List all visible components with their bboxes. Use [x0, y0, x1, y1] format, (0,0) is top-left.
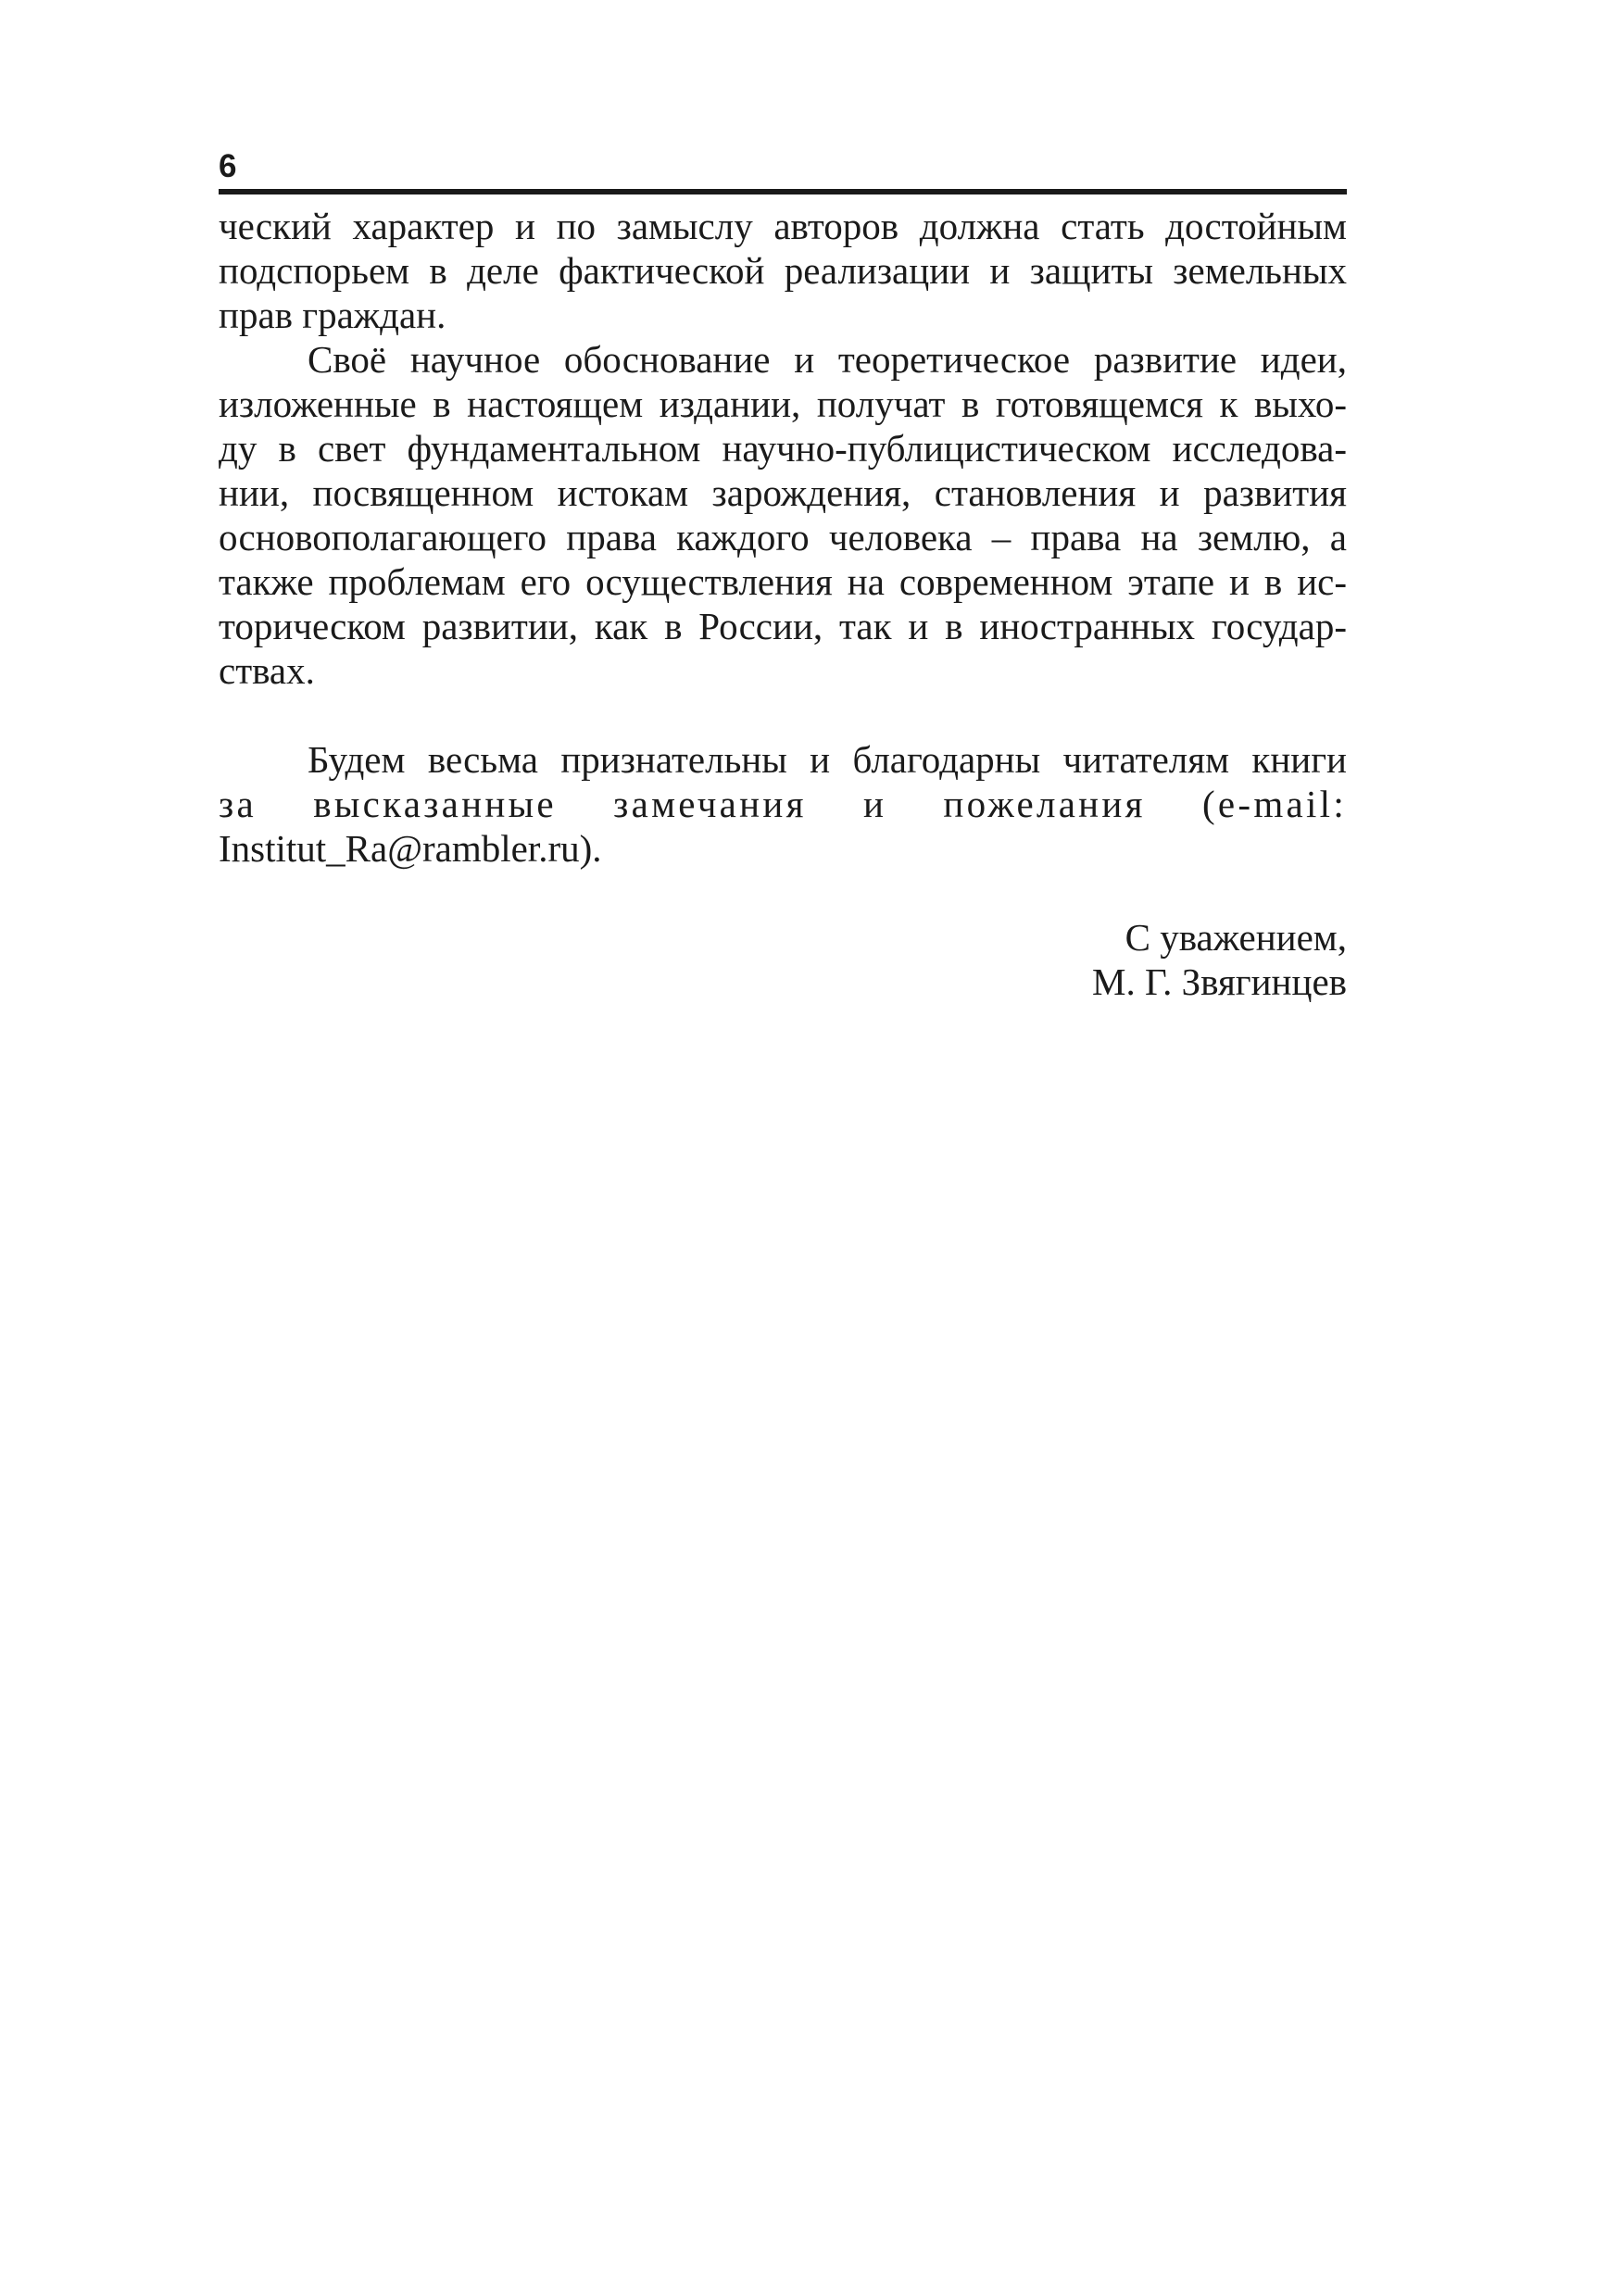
text-line: основополагающего права каждого человека – права на землю, а [219, 516, 1347, 558]
text-line: Своё научное обоснование и теоретическое развитие идеи, [308, 338, 1347, 381]
text-line: нии, посвященном истокам зарождения, становления и развития [219, 471, 1347, 514]
paragraph-spacer [219, 693, 1347, 737]
text-line: также проблемам его осуществления на современном этапе и в ис- [219, 560, 1347, 603]
text-line: подспорьем в деле фактической реализации и защиты земельных [219, 249, 1347, 292]
email-address: Institut_Ra@rambler.ru). [219, 827, 602, 870]
text-line: изложенные в настоящем издании, получат в готовящемся к выхо- [219, 383, 1347, 425]
signature-closing: С уважением, [1125, 916, 1347, 959]
text-line: ствах. [219, 649, 315, 692]
header-rule [219, 189, 1347, 194]
text-line: торическом развитии, как в России, так и в иностранных государ- [219, 605, 1347, 647]
text-line: прав граждан. [219, 294, 446, 336]
text-line: за высказанные замечания и пожелания (e-mail: [219, 783, 1347, 825]
paragraph-continuation [219, 204, 1347, 337]
page-number: 6 [219, 148, 237, 184]
body-text [219, 204, 1347, 871]
signature-block [1092, 915, 1347, 1004]
text-line: ду в свет фундаментальном научно-публицистическом исследова- [219, 427, 1347, 470]
text-line: Будем весьма признательны и благодарны читателям книги [308, 738, 1347, 781]
paragraph-research [219, 337, 1347, 693]
signature-author: М. Г. Звягинцев [1092, 960, 1347, 1003]
paragraph-thanks [219, 737, 1347, 871]
text-line: ческий характер и по замыслу авторов должна стать достойным [219, 205, 1347, 247]
